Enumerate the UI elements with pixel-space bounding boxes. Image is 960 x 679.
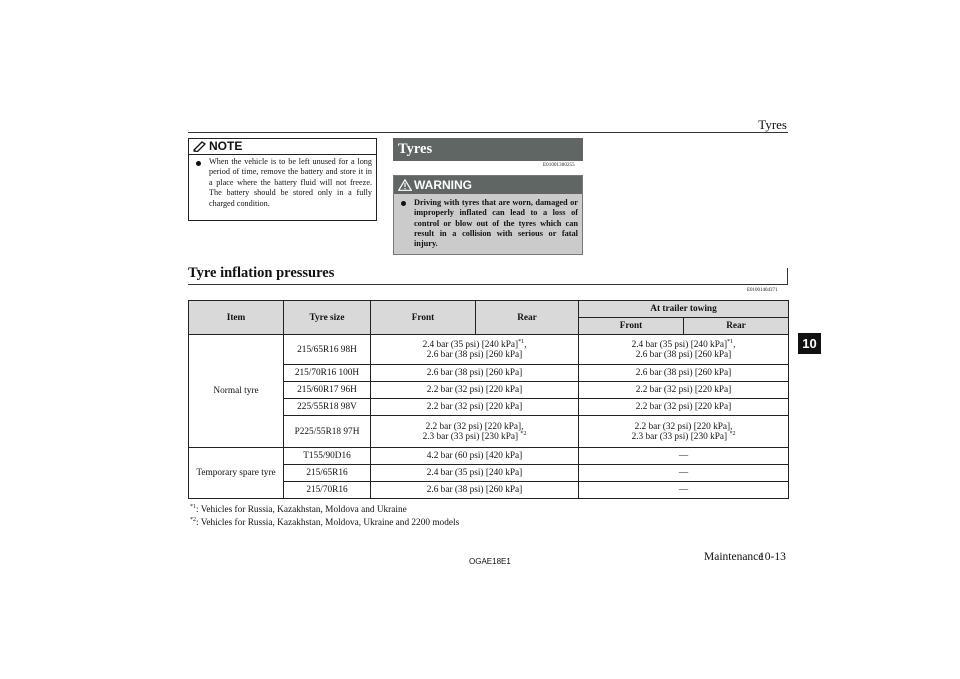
tyres-section-heading	[393, 138, 583, 161]
warning-text: Driving with tyres that are worn, damaged or improperly inflated can lead to a loss of control or blow out of the tyres which can result in a collision with serious or fatal injury.	[414, 198, 578, 249]
pressure-line: 2.6 bar (38 psi) [260 kPa]	[635, 349, 732, 360]
pressure-line: 2.6 bar (38 psi) [260 kPa]	[426, 349, 523, 360]
footnote-mark: *2	[729, 430, 736, 437]
footnote-mark: *1	[518, 338, 525, 345]
warning-box	[393, 175, 583, 255]
footnote-1	[190, 505, 407, 515]
section-title: Tyre inflation pressures	[188, 265, 335, 281]
footnote-mark: *1	[190, 503, 196, 510]
tyre-size-cell: 215/65R16 98H	[284, 335, 371, 365]
front-rear-pressure-cell	[371, 416, 579, 448]
pressure-punct: ,	[733, 339, 736, 350]
tyre-size-cell: 215/70R16 100H	[284, 365, 371, 382]
tyres-heading-text: Tyres	[398, 141, 433, 157]
footnote-mark: *1	[727, 338, 734, 345]
warning-triangle-icon	[398, 179, 412, 191]
header-trailer-towing: At trailer towing	[579, 301, 789, 318]
tyre-pressure-table	[188, 300, 789, 499]
section-heading-rule	[188, 284, 788, 285]
footnote-text: : Vehicles for Russia, Kazakhstan, Moldova and Ukraine	[196, 505, 407, 515]
note-header	[189, 139, 376, 155]
warning-header	[394, 176, 582, 194]
tyre-size-cell: 225/55R18 98V	[284, 399, 371, 416]
header-towing-front: Front	[579, 318, 684, 335]
front-rear-pressure-cell	[371, 335, 579, 365]
tyre-size-cell: P225/55R18 97H	[284, 416, 371, 448]
towing-pressure-cell: —	[579, 448, 789, 465]
page-header-title: Tyres	[758, 117, 787, 132]
footnote-2	[190, 518, 459, 528]
table-row	[189, 335, 789, 365]
header-item: Item	[189, 301, 284, 335]
section-heading-vrule	[787, 268, 788, 284]
towing-pressure-cell: —	[579, 482, 789, 499]
front-rear-pressure-cell: 2.2 bar (32 psi) [220 kPa]	[371, 382, 579, 399]
note-label: NOTE	[209, 139, 243, 153]
warning-label: WARNING	[414, 178, 472, 192]
header-rear: Rear	[476, 301, 579, 335]
tyre-size-cell: 215/60R17 96H	[284, 382, 371, 399]
front-rear-pressure-cell: 2.4 bar (35 psi) [240 kPa]	[371, 465, 579, 482]
item-temporary-spare-tyre: Temporary spare tyre	[189, 448, 284, 499]
footer-section-name: Maintenance	[704, 551, 764, 563]
front-rear-pressure-cell: 4.2 bar (60 psi) [420 kPa]	[371, 448, 579, 465]
pressure-line: 2.4 bar (35 psi) [240 kPa]	[631, 339, 728, 350]
header-front: Front	[371, 301, 476, 335]
towing-pressure-cell: —	[579, 465, 789, 482]
pencil-note-icon	[193, 141, 207, 152]
front-rear-pressure-cell: 2.2 bar (32 psi) [220 kPa]	[371, 399, 579, 416]
chapter-tab: 10	[798, 333, 821, 354]
pressure-line: 2.2 bar (32 psi) [220 kPa],	[425, 421, 524, 432]
towing-pressure-cell: 2.6 bar (38 psi) [260 kPa]	[579, 365, 789, 382]
tyre-size-cell: T155/90D16	[284, 448, 371, 465]
tyres-section-code: E01001300255	[543, 163, 575, 168]
page-number: 10-13	[759, 551, 786, 563]
header-towing-rear: Rear	[684, 318, 789, 335]
header-tyre-size: Tyre size	[284, 301, 371, 335]
header-rule	[188, 132, 788, 133]
item-normal-tyre: Normal tyre	[189, 335, 284, 448]
front-rear-pressure-cell: 2.6 bar (38 psi) [260 kPa]	[371, 482, 579, 499]
pressure-line: 2.4 bar (35 psi) [240 kPa]	[422, 339, 519, 350]
pressure-punct: ,	[524, 339, 527, 350]
footnote-text: : Vehicles for Russia, Kazakhstan, Moldova, Ukraine and 2200 models	[196, 518, 460, 528]
towing-pressure-cell	[579, 416, 789, 448]
tyre-size-cell: 215/70R16	[284, 482, 371, 499]
pressure-line: 2.3 bar (33 psi) [230 kPa]	[422, 431, 521, 442]
section-code: E01001404371	[747, 288, 778, 293]
footnote-mark: *2	[520, 430, 527, 437]
document-code: OGAE18E1	[469, 557, 511, 566]
tyre-size-cell: 215/65R16	[284, 465, 371, 482]
pressure-line: 2.3 bar (33 psi) [230 kPa]	[631, 431, 730, 442]
towing-pressure-cell	[579, 335, 789, 365]
towing-pressure-cell: 2.2 bar (32 psi) [220 kPa]	[579, 382, 789, 399]
towing-pressure-cell: 2.2 bar (32 psi) [220 kPa]	[579, 399, 789, 416]
pressure-line: 2.2 bar (32 psi) [220 kPa],	[634, 421, 733, 432]
footnote-mark: *2	[190, 516, 196, 523]
front-rear-pressure-cell: 2.6 bar (38 psi) [260 kPa]	[371, 365, 579, 382]
table-row	[189, 448, 789, 465]
note-box	[188, 138, 377, 221]
note-text: When the vehicle is to be left unused for a long period of time, remove the battery and store it in a place where the battery fluid will not freeze. The battery should be stored only in a fully charged condition.	[209, 157, 372, 208]
